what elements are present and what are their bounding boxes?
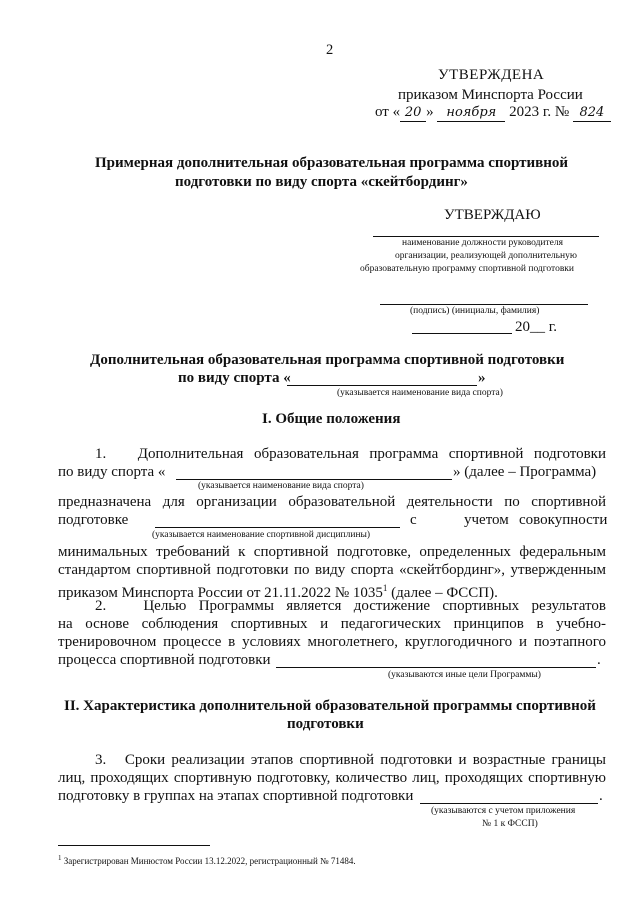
p3-caption-1: (указываются с учетом приложения [431,806,576,816]
doc-title-line1: Примерная дополнительная образовательная программа спортивной [95,155,569,171]
approval-year: 2023 г. № [509,104,570,120]
program-title-line2-prefix: по виду спорта « [178,370,291,386]
p1-caption-2: (указывается наименование спортивной дисциплины) [152,530,371,540]
approval-month: ноября [437,104,505,122]
position-caption-2: организации, реализующей дополнительную [395,251,577,261]
approval-title: УТВЕРЖДЕНА [438,67,545,83]
p1-line2-suffix: » (далее – Программа) [453,464,597,480]
p3-line3-suffix: . [599,788,603,804]
p1-line3: предназначена для организации образовательной деятельности по спортивной [58,494,606,510]
signature-line [380,304,588,305]
p1-line4-word1: подготовке [58,512,129,528]
section2-heading-line2: подготовки [287,716,364,732]
p1-line4-word2: с [410,512,417,528]
date-year: 20__ г. [515,319,557,335]
p2-goals-line [276,667,596,668]
p1-line4-word3: учетом [464,512,509,528]
footnote-text: Зарегистрирован Минюстом России 13.12.2022, регистрационный № 71484. [61,856,356,866]
approval-from: от « [375,104,401,120]
page-number: 2 [326,42,334,58]
p2-line1: 2. Целью Программы является достижение спортивных результатов [95,598,606,614]
approve-title: УТВЕРЖДАЮ [444,207,541,223]
p3-caption-2: № 1 к ФССП) [482,819,538,829]
sport-name-line [287,385,477,386]
signature-caption: (подпись) (инициалы, фамилия) [410,306,540,316]
program-title-line2-suffix: » [478,370,486,386]
p2-line3: тренировочном процессе в условиях многолетнего, круглогодичного и поэтапного [58,634,606,650]
position-caption-3: образовательную программу спортивной подготовки [360,264,575,274]
p1-caption-1: (указывается наименование вида спорта) [198,481,364,491]
p3-line3-prefix: подготовку в группах на этапах спортивной подготовки [58,788,414,804]
position-line [373,236,599,237]
p3-line1: 3. Сроки реализации этапов спортивной подготовки и возрастные границы [95,752,606,768]
p1-line7-prefix: приказом Минспорта России от 21.11.2022 № 1035 [58,585,383,601]
p3-line2: лиц, проходящих спортивную подготовку, количество лиц, проходящих спортивную [58,770,606,786]
footnote-marker: 1 [58,854,62,862]
program-title-caption: (указывается наименование вида спорта) [337,388,503,398]
p1-line6: стандартом спортивной подготовки по виду спорта «скейтбординг», утвержденным [58,562,606,578]
p2-line4-suffix: . [597,652,601,668]
footnote-ref: 1 [382,583,388,593]
p1-line2-prefix: по виду спорта « [58,464,166,480]
approval-number: 824 [573,104,611,122]
approval-date-line [375,104,611,122]
p3-line [420,803,598,804]
approval-day: 20 [400,104,426,122]
p1-sport-line [176,479,452,480]
program-title-line1: Дополнительная образовательная программа спортивной подготовки [90,352,565,368]
section1-heading: I. Общие положения [262,411,401,427]
p2-caption: (указываются иные цели Программы) [388,670,541,680]
footnote-separator [58,845,210,846]
p1-discipline-line [155,527,400,528]
p2-line2: на основе соблюдения спортивных и педагогических принципов в учебно- [58,616,606,632]
approval-order: приказом Минспорта России [398,87,583,103]
footnote [58,853,356,867]
p1-line5: минимальных требований к спортивной подготовке, определенных федеральным [58,544,606,560]
approval-mid: » [426,104,434,120]
date-line [412,333,512,334]
p1-line7-suffix: (далее – ФССП). [387,585,498,601]
p1-line1: 1. Дополнительная образовательная программа спортивной подготовки [95,446,606,462]
p2-line4-prefix: процесса спортивной подготовки [58,652,271,668]
doc-title-line2: подготовки по виду спорта «скейтбординг» [175,174,468,190]
p1-line4-word4: совокупности [519,512,608,528]
position-caption-1: наименование должности руководителя [402,238,563,248]
section2-heading-line1: II. Характеристика дополнительной образовательной программы спортивной [64,698,596,714]
